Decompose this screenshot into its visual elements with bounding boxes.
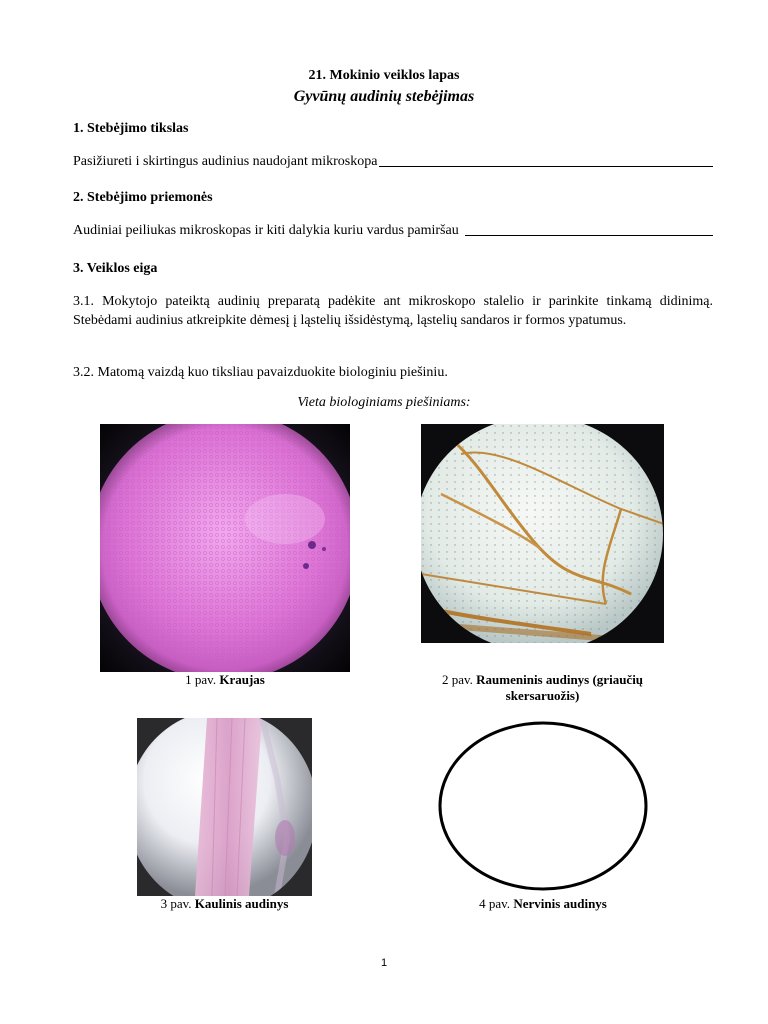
answer-underline — [465, 221, 713, 236]
blood-micrograph-image — [100, 424, 350, 672]
section-2-text: Audiniai peiliukas mikroskopas ir kiti dalykia kuriu vardus pamiršau — [73, 223, 459, 238]
page-number: 1 — [380, 957, 388, 969]
instruction-paragraph-1: 3.1. Mokytojo pateiktą audinių preparatą padėkite ant mikroskopo stalelio ir parinkite tinkamą didinimą. Stebėdami audinius atkreipkite dėmesį į ląstelių išsidėstymą, ląstelių sandaros ir formos ypatumus. — [73, 294, 713, 328]
figure-2-prefix: 2 pav. — [441, 672, 473, 687]
section-2-answer — [73, 221, 713, 240]
bone-micrograph-image — [137, 718, 312, 896]
section-1-text: Pasižiureti i skirtingus audinius naudojant mikroskopa — [73, 154, 378, 169]
instruction-paragraph-2: 3.2. Matomą vaizdą kuo tiksliau pavaizduokite biologiniu piešiniu. — [73, 365, 448, 380]
nerve-drawing-placeholder — [437, 720, 649, 892]
section-1-heading: 1. Stebėjimo tikslas — [73, 121, 189, 136]
section-1-answer — [73, 152, 713, 171]
figure-1-name: Kraujas — [219, 672, 265, 687]
answer-underline — [379, 152, 713, 167]
figure-4-prefix: 4 pav. — [479, 896, 511, 911]
figure-3-caption — [137, 896, 312, 912]
empty-drawing-circle — [437, 720, 649, 892]
page-subtitle: Gyvūnų audinių stebėjimas — [293, 88, 475, 105]
section-3-heading: 3. Veiklos eiga — [73, 261, 158, 276]
blood-micrograph — [100, 424, 350, 672]
muscle-micrograph — [421, 424, 664, 643]
figure-1-caption — [100, 672, 350, 688]
drawings-label: Vieta biologiniams piešiniams: — [297, 395, 471, 410]
figure-2-caption — [421, 672, 664, 704]
muscle-micrograph-image — [421, 424, 664, 643]
figure-4-caption — [437, 896, 649, 912]
section-2-heading: 2. Stebėjimo priemonės — [73, 190, 213, 205]
page-title: 21. Mokinio veiklos lapas — [308, 68, 460, 83]
figure-3-prefix: 3 pav. — [160, 896, 192, 911]
figure-2-name: Raumeninis audinys (griaučių skersaruožis) — [476, 672, 644, 703]
bone-micrograph — [137, 718, 312, 896]
figure-1-prefix: 1 pav. — [185, 672, 217, 687]
figure-4-name: Nervinis audinys — [513, 896, 607, 911]
figure-3-name: Kaulinis audinys — [194, 896, 289, 911]
